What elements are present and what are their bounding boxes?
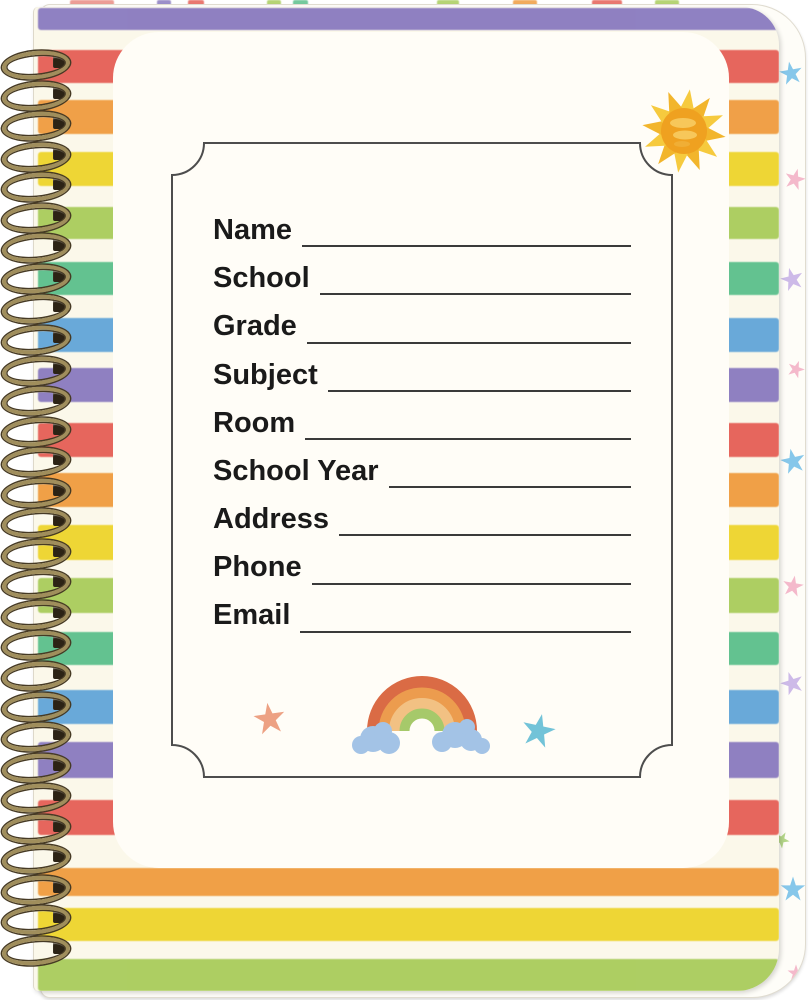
field-blank-line <box>302 235 631 247</box>
coil-loop <box>2 813 74 839</box>
field-label: Grade <box>213 310 297 343</box>
stripe-orange <box>38 868 779 896</box>
form-row <box>213 199 631 247</box>
form-row <box>213 536 631 584</box>
coil-loop <box>2 782 74 808</box>
coil-loop <box>2 721 74 747</box>
stripe-purple <box>38 8 779 30</box>
star-icon <box>780 573 805 598</box>
coil-loop <box>2 141 74 167</box>
coil-loop <box>2 660 74 686</box>
form-row <box>213 585 631 633</box>
coil-loop <box>2 629 74 655</box>
stripe-light_green <box>38 959 779 991</box>
field-label: Subject <box>213 358 318 391</box>
coil-loop <box>2 874 74 900</box>
coil-loop <box>2 110 74 136</box>
field-label: Name <box>213 213 292 246</box>
field-blank-line <box>305 428 631 440</box>
stripe-yellow <box>38 908 779 941</box>
field-label: Phone <box>213 551 302 584</box>
form-row <box>213 247 631 295</box>
coil-loop <box>2 752 74 778</box>
field-label: Room <box>213 406 296 439</box>
star-icon <box>778 446 806 477</box>
field-label: Email <box>213 599 291 632</box>
form-row <box>213 295 631 343</box>
star-icon <box>780 876 806 902</box>
coil-loop <box>2 538 74 564</box>
field-blank-line <box>312 573 631 585</box>
coil-loop <box>2 293 74 319</box>
coil-loop <box>2 232 74 258</box>
coil-loop <box>2 568 74 594</box>
coil-loop <box>2 446 74 472</box>
field-blank-line <box>328 380 631 392</box>
star-icon <box>777 59 805 87</box>
star-icon <box>782 166 806 193</box>
coil-loop <box>2 385 74 411</box>
coil-loop <box>2 904 74 930</box>
field-label: School <box>213 262 310 295</box>
field-blank-line <box>307 332 631 344</box>
sun-icon <box>640 87 728 175</box>
coil-loop <box>2 80 74 106</box>
coil-loop <box>2 263 74 289</box>
coil-loop <box>2 49 74 75</box>
field-label: Address <box>213 503 330 536</box>
form-row <box>213 392 631 440</box>
field-blank-line <box>320 283 631 295</box>
star-icon <box>784 357 806 380</box>
coil-loop <box>2 935 74 961</box>
coil-loop <box>2 355 74 381</box>
field-blank-line <box>300 621 631 633</box>
coil-loop <box>2 324 74 350</box>
coil-loop <box>2 171 74 197</box>
field-label: School Year <box>213 454 379 487</box>
field-blank-line <box>389 476 632 488</box>
form-row <box>213 344 631 392</box>
owner-info-form <box>213 199 631 633</box>
coil-loop <box>2 477 74 503</box>
field-blank-line <box>339 524 631 536</box>
coil-loop <box>2 202 74 228</box>
rainbow-icon <box>351 659 493 759</box>
star-icon <box>777 264 806 293</box>
star-icon <box>787 964 805 982</box>
coil-loop <box>2 507 74 533</box>
star-icon <box>777 668 806 698</box>
form-row <box>213 440 631 488</box>
form-row <box>213 488 631 536</box>
coil-loop <box>2 599 74 625</box>
coil-loop <box>2 843 74 869</box>
coil-loop <box>2 416 74 442</box>
front-cover <box>33 7 779 991</box>
coil-loop <box>2 691 74 717</box>
